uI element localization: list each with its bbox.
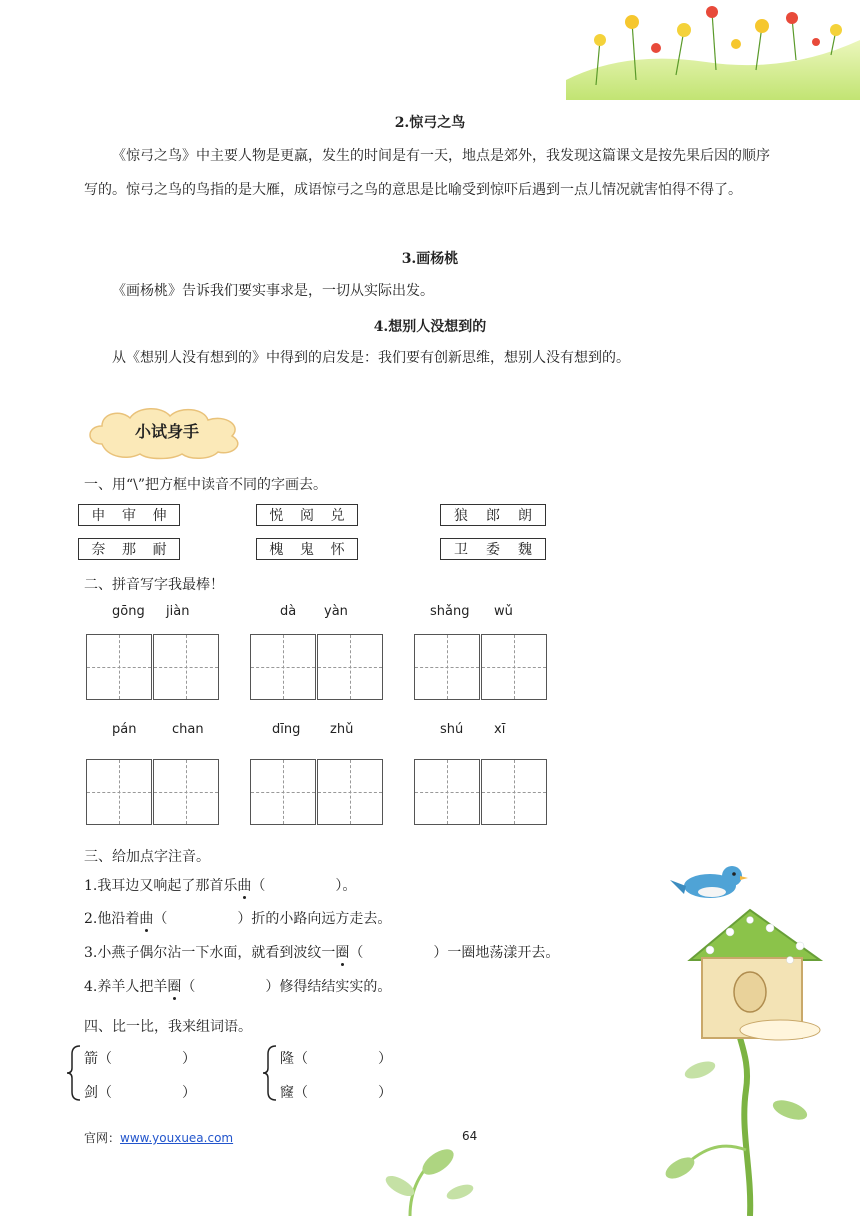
answer-blank[interactable]: （ ） bbox=[153, 911, 252, 927]
pinyin-label: wǔ bbox=[494, 604, 513, 619]
leaves-decoration bbox=[380, 1140, 500, 1216]
dotted-char: 圈 bbox=[335, 942, 349, 962]
page-number: 64 bbox=[462, 1129, 478, 1143]
answer-blank[interactable]: （ ） bbox=[181, 979, 280, 995]
q1-title: 一、用“\”把方框中读音不同的字画去。 bbox=[84, 477, 328, 493]
section-text-huayangtao: 《画杨桃》告诉我们要实事求是，一切从实际出发。 bbox=[112, 283, 434, 299]
text: 折的小路向远方走去。 bbox=[251, 911, 392, 927]
answer-blank[interactable]: （ ） bbox=[349, 945, 448, 961]
q4-title: 四、比一比，我来组词语。 bbox=[84, 1019, 252, 1035]
pinyin-label: yàn bbox=[324, 604, 348, 619]
writing-grid[interactable] bbox=[481, 759, 547, 825]
pinyin-label: xī bbox=[494, 722, 506, 737]
char: 槐 bbox=[269, 542, 284, 558]
char-box bbox=[440, 538, 546, 560]
pinyin-label: shú bbox=[440, 722, 464, 737]
birdhouse-decoration bbox=[640, 850, 850, 1216]
pinyin-label: pán bbox=[112, 722, 137, 737]
char: 悦 bbox=[269, 508, 284, 524]
footer-link[interactable]: www.youxuea.com bbox=[120, 1131, 234, 1145]
dotted-char: 曲 bbox=[237, 875, 251, 895]
writing-grid[interactable] bbox=[481, 634, 547, 700]
writing-grid[interactable] bbox=[86, 634, 152, 700]
char: 兑 bbox=[330, 508, 345, 524]
char: 朗 bbox=[518, 508, 532, 524]
char: 奈 bbox=[91, 542, 106, 558]
char: 那 bbox=[121, 542, 136, 558]
char: 阅 bbox=[299, 508, 314, 524]
word-blank[interactable]: 剑（ ） bbox=[84, 1085, 196, 1101]
footer-site bbox=[84, 1129, 233, 1146]
writing-grid[interactable] bbox=[86, 759, 152, 825]
flower-meadow-decoration bbox=[566, 0, 860, 100]
text: 。 bbox=[342, 878, 357, 894]
writing-grid[interactable] bbox=[414, 634, 480, 700]
char: 卫 bbox=[454, 542, 468, 558]
char: 郎 bbox=[486, 508, 500, 524]
char-box bbox=[78, 504, 180, 526]
brace-icon bbox=[66, 1044, 82, 1102]
text: 2.他沿着 bbox=[84, 911, 140, 927]
word-blank[interactable]: 箭（ ） bbox=[84, 1051, 196, 1067]
footer-label: 官网： bbox=[84, 1131, 121, 1145]
char-box bbox=[440, 504, 546, 526]
q3-item bbox=[84, 976, 391, 996]
pinyin-label: dīng bbox=[272, 722, 301, 737]
text: 1.我耳边又响起了那首乐 bbox=[84, 878, 238, 894]
section-title-huayangtao: 3.画杨桃 bbox=[401, 251, 459, 267]
text: 一圈地荡漾开去。 bbox=[447, 945, 560, 961]
writing-grid[interactable] bbox=[250, 759, 316, 825]
dotted-char: 曲 bbox=[139, 908, 153, 928]
writing-grid[interactable] bbox=[414, 759, 480, 825]
pinyin-label: dà bbox=[280, 604, 297, 619]
writing-grid[interactable] bbox=[250, 634, 316, 700]
practice-label: 小试身手 bbox=[134, 422, 199, 441]
char: 魏 bbox=[518, 542, 532, 558]
writing-grid[interactable] bbox=[317, 759, 383, 825]
char: 耐 bbox=[152, 542, 167, 558]
pinyin-label: zhǔ bbox=[330, 722, 354, 737]
brace-icon bbox=[262, 1044, 278, 1102]
q3-item bbox=[84, 908, 391, 928]
writing-grid[interactable] bbox=[153, 634, 219, 700]
section-text-xiangbieren: 从《想别人没有想到的》中得到的启发是：我们要有创新思维，想别人没有想到的。 bbox=[112, 350, 630, 366]
word-blank[interactable]: 隆（ ） bbox=[280, 1051, 392, 1067]
char: 伸 bbox=[152, 508, 167, 524]
section-title-jinggong: 2.惊弓之鸟 bbox=[394, 115, 466, 131]
practice-cloud-badge bbox=[82, 404, 242, 460]
char: 申 bbox=[91, 508, 106, 524]
dotted-char: 圈 bbox=[167, 976, 181, 996]
pinyin-label: jiàn bbox=[166, 604, 190, 619]
word-blank[interactable]: 窿（ ） bbox=[280, 1085, 392, 1101]
q3-item bbox=[84, 875, 356, 895]
pinyin-label: chan bbox=[172, 722, 204, 737]
section-text-jinggong: 《惊弓之鸟》中主要人物是更羸，发生的时间是有一天，地点是郊外，我发现这篇课文是按先果后因的顺序写的。惊弓之鸟的鸟指的是大雁，成语惊弓之鸟的意思是比喻受到惊吓后遇到一点儿情况就害怕得不得了。 bbox=[84, 148, 770, 198]
char: 鬼 bbox=[299, 542, 314, 558]
section-title-xiangbieren: 4.想别人没想到的 bbox=[373, 319, 487, 335]
writing-grid[interactable] bbox=[153, 759, 219, 825]
char: 狼 bbox=[454, 508, 468, 524]
q3-title: 三、给加点字注音。 bbox=[84, 849, 210, 865]
text: 修得结结实实的。 bbox=[279, 979, 392, 995]
text: 3.小燕子偶尔沾一下水面，就看到波纹一 bbox=[84, 945, 336, 961]
char: 委 bbox=[486, 542, 500, 558]
char: 怀 bbox=[330, 542, 345, 558]
text: 4.养羊人把羊 bbox=[84, 979, 168, 995]
char: 审 bbox=[121, 508, 136, 524]
pinyin-label: gōng bbox=[112, 604, 145, 619]
char-box bbox=[78, 538, 180, 560]
char-box bbox=[256, 538, 358, 560]
q3-item bbox=[84, 942, 559, 962]
q2-title: 二、拼音写字我最棒！ bbox=[84, 577, 224, 593]
answer-blank[interactable]: （ ） bbox=[251, 878, 343, 894]
char-box bbox=[256, 504, 358, 526]
writing-grid[interactable] bbox=[317, 634, 383, 700]
pinyin-label: shǎng bbox=[430, 604, 470, 619]
